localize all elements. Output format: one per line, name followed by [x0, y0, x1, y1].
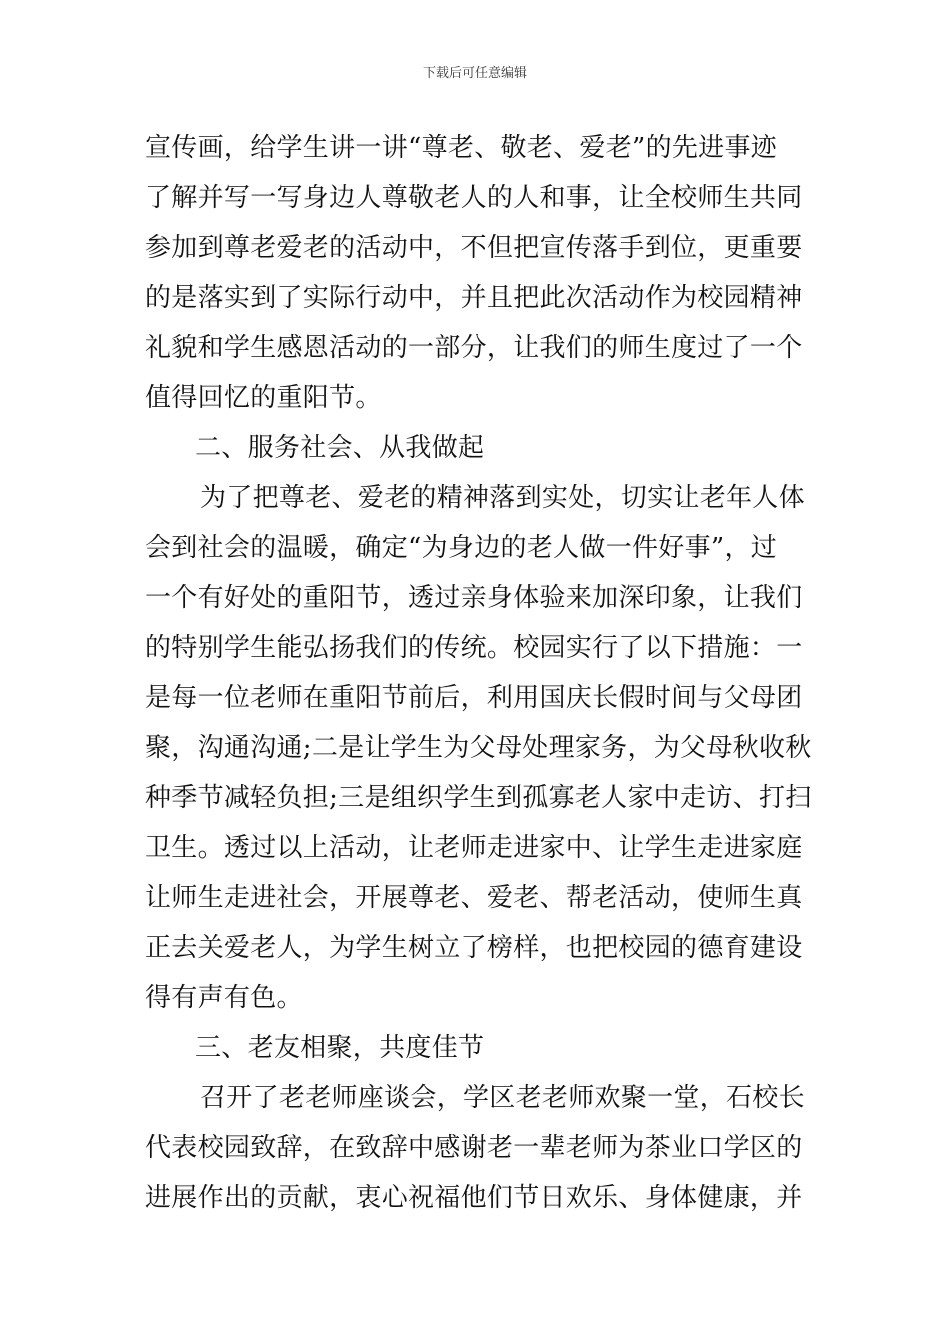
text-line: 召开了老老师座谈会，学区老老师欢聚一堂，石校长	[200, 1083, 805, 1113]
text-line: 宣传画，给学生讲一讲“尊老、敬老、爱老”的先进事迹	[145, 133, 778, 163]
text-line: 让师生走进社会，开展尊老、爱老、帮老活动，使师生真	[145, 883, 803, 913]
text-line: 的特别学生能弘扬我们的传统。校园实行了以下措施：一	[145, 633, 803, 663]
page-header: 下载后可任意编辑	[422, 66, 527, 81]
section-heading: 三、老友相聚，共度佳节	[195, 1033, 485, 1063]
text-line: 是每一位老师在重阳节前后，利用国庆长假时间与父母团	[145, 683, 803, 713]
text-line: 卫生。透过以上活动，让老师走进家中、让学生走进家庭	[145, 833, 803, 863]
section-heading: 二、服务社会、从我做起	[195, 433, 485, 463]
text-line: 礼貌和学生感恩活动的一部分，让我们的师生度过了一个	[145, 333, 803, 363]
text-line: 会到社会的温暖，确定“为身边的老人做一件好事”，过	[145, 533, 778, 563]
text-line: 聚，沟通沟通;二是让学生为父母处理家务，为父母秋收秋	[145, 733, 812, 763]
text-line: 代表校园致辞，在致辞中感谢老一辈老师为茶业口学区的	[145, 1133, 803, 1163]
text-line: 值得回忆的重阳节。	[145, 383, 382, 413]
text-line: 正去关爱老人，为学生树立了榜样，也把校园的德育建设	[145, 933, 803, 963]
text-line: 一个有好处的重阳节，透过亲身体验来加深印象，让我们	[145, 583, 803, 613]
text-line: 得有声有色。	[145, 983, 303, 1013]
text-line: 了解并写一写身边人尊敬老人的人和事，让全校师生共同	[145, 183, 803, 213]
text-line: 参加到尊老爱老的活动中，不但把宣传落手到位，更重要	[145, 233, 803, 263]
text-line: 的是落实到了实际行动中，并且把此次活动作为校园精神	[145, 283, 803, 313]
text-line: 进展作出的贡献，衷心祝福他们节日欢乐、身体健康，并	[145, 1183, 803, 1213]
text-line: 种季节减轻负担;三是组织学生到孤寡老人家中走访、打扫	[145, 783, 812, 813]
text-line: 为了把尊老、爱老的精神落到实处，切实让老年人体	[200, 483, 805, 513]
